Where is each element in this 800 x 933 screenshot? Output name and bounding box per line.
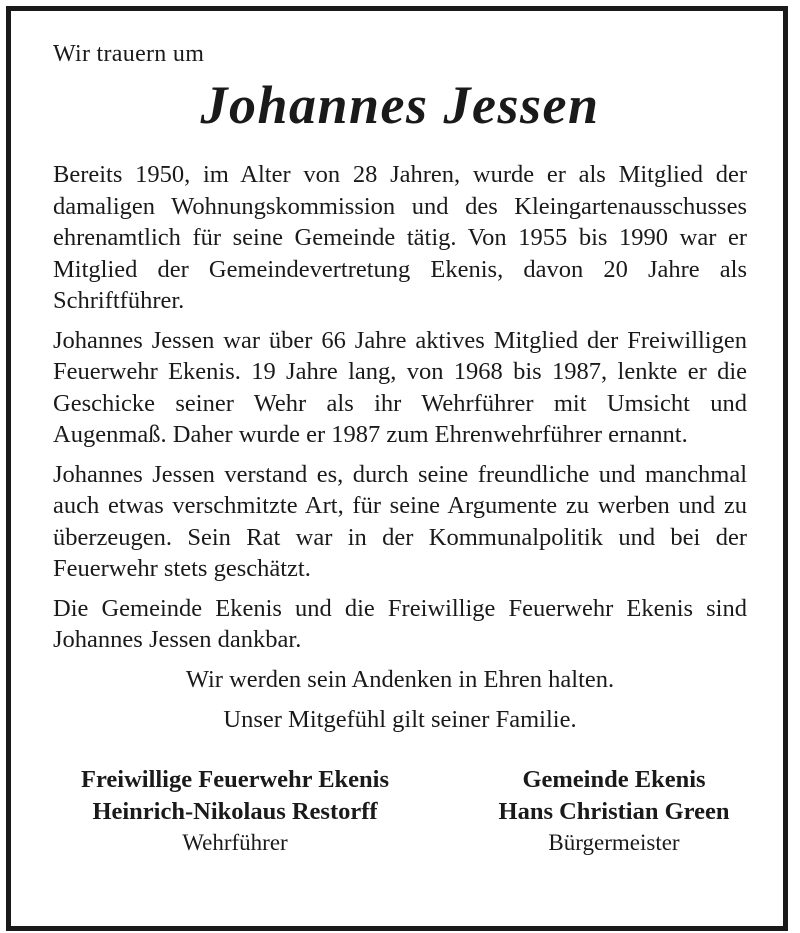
paragraph-fire-brigade: Johannes Jessen war über 66 Jahre aktives Mitglied der Freiwilligen Feuerwehr Ekenis. 19 Jahre lang, von 1968 bis 1987, lenkte er die Geschicke seiner Wehr als ihr Wehrführer mit Umsicht und Augenmaß. Daher wurde er 1987 zum Ehrenwehrführer ernannt. xyxy=(53,326,747,448)
intro-text: Wir trauern um xyxy=(53,41,205,67)
signature-role: Wehrführer xyxy=(182,829,288,855)
signature-left xyxy=(49,764,421,858)
paragraph-gratitude: Die Gemeinde Ekenis und die Freiwillige Feuerwehr Ekenis sind Johannes Jessen dankbar. xyxy=(53,594,747,653)
signature-organization: Gemeinde Ekenis xyxy=(522,765,706,793)
deceased-name: Johannes Jessen xyxy=(200,75,600,135)
signature-organization: Freiwillige Feuerwehr Ekenis xyxy=(80,765,390,793)
paragraph-character: Johannes Jessen verstand es, durch seine freundliche und manchmal auch etwas verschmitzte Art, für seine Argumente zu werben und zu überzeugen. Sein Rat war in der Kommunalpolitik und bei der Feuerwehr stets geschätzt. xyxy=(53,460,747,582)
signature-right xyxy=(477,764,751,858)
signature-person: Hans Christian Green xyxy=(498,797,730,825)
signature-role: Bürgermeister xyxy=(548,829,680,855)
paragraph-career: Bereits 1950, im Alter von 28 Jahren, wurde er als Mitglied der damaligen Wohnungskommission und des Kleingartenausschusses ehrenamtlich für seine Gemeinde tätig. Von 1955 bis 1990 war er Mitglied der Gemeindevertretung Ekenis, davon 20 Jahre als Schriftführer. xyxy=(53,161,747,314)
notice-border xyxy=(6,6,788,931)
signature-person: Heinrich-Nikolaus Restorff xyxy=(92,797,378,825)
notice-content xyxy=(53,39,747,858)
signature-block xyxy=(53,764,747,858)
closing-line-sympathy: Unser Mitgefühl gilt seiner Familie. xyxy=(223,706,577,733)
closing-line-remembrance: Wir werden sein Andenken in Ehren halten. xyxy=(185,665,615,693)
